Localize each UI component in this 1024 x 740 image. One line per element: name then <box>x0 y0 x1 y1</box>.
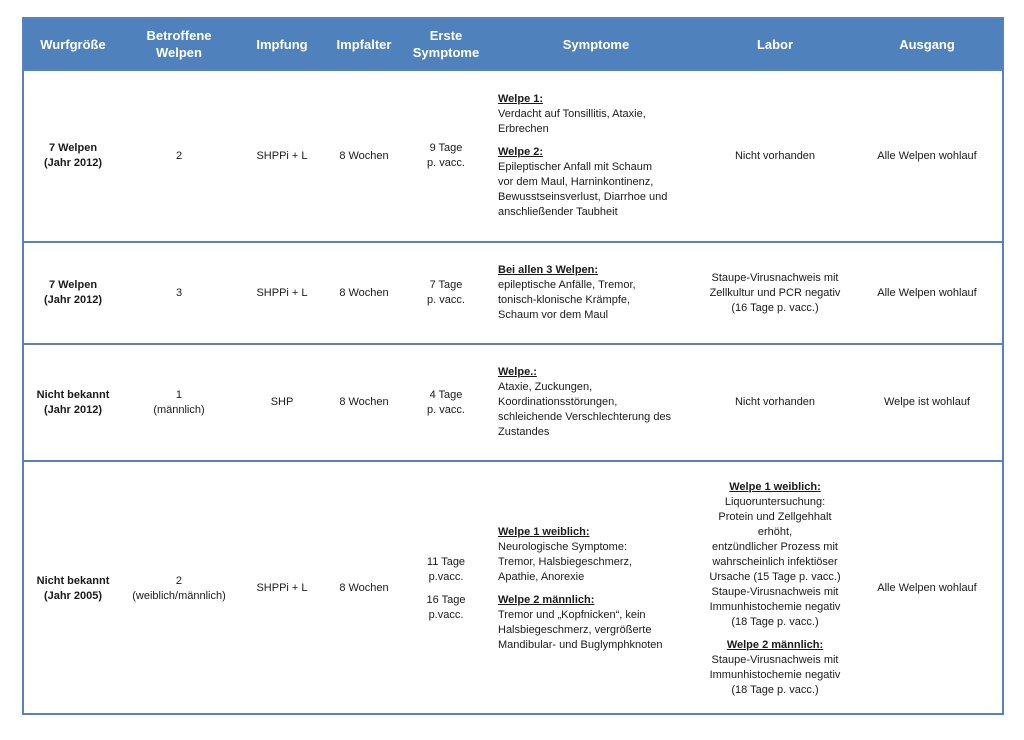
cell-text: p.vacc. <box>428 570 464 583</box>
cell-impfung <box>236 345 328 460</box>
group-line: entzündlicher Prozess mit <box>712 540 838 553</box>
cell-symptome <box>498 345 698 460</box>
header-symptome <box>492 19 700 69</box>
cell-text: 11 Tage <box>426 555 466 568</box>
cell-impfalter <box>328 462 400 715</box>
cell-text: p.vacc. <box>428 608 464 621</box>
group-line: Tremor, Halsbiegeschmerz, <box>498 555 633 568</box>
header-label: Ausgang <box>899 36 955 52</box>
group-line: Nicht vorhanden <box>734 149 816 162</box>
cell-text: (Jahr 2012) <box>43 403 103 416</box>
group-line: wahrscheinlich infektiöser <box>712 555 838 568</box>
table-row <box>24 69 1002 241</box>
group-gap <box>700 630 850 638</box>
header-label: Impfalter <box>336 36 392 52</box>
group-title: Welpe 2 männlich: <box>726 638 824 651</box>
cell-wurfgroesse <box>24 71 122 241</box>
cell-betroffene-welpen <box>122 71 236 241</box>
group-line: tonisch-klonische Krämpfe, <box>498 294 631 306</box>
cell-text <box>427 585 466 593</box>
header-impfung <box>236 19 328 69</box>
group-line: anschließender Taubheit <box>498 206 618 218</box>
table-row <box>24 241 1002 343</box>
group-line: Tremor und „Kopfnicken“, kein <box>498 608 646 621</box>
cell-erste-symptome <box>400 462 492 715</box>
cell-text: Nicht bekannt <box>36 388 110 401</box>
cell-text: 8 Wochen <box>339 149 389 162</box>
vaccination-table <box>22 17 1004 715</box>
cell-erste-symptome <box>400 71 492 241</box>
cell-ausgang <box>850 462 1004 715</box>
group-title: Welpe 2: <box>498 146 544 158</box>
cell-symptome <box>498 243 698 343</box>
cell-text: 8 Wochen <box>339 286 389 299</box>
group-line: Nicht vorhanden <box>734 396 816 408</box>
cell-text: p. vacc. <box>427 403 465 416</box>
cell-text: SHP <box>270 396 294 408</box>
group-line: Zustandes <box>498 426 550 438</box>
cell-erste-symptome <box>400 345 492 460</box>
cell-betroffene-welpen <box>122 462 236 715</box>
group-line: Schaum vor dem Maul <box>498 309 609 321</box>
group-title: Welpe 1 weiblich: <box>729 480 821 493</box>
cell-text: (weiblich/männlich) <box>132 589 226 602</box>
group-line: Liquoruntersuchung: <box>724 495 826 508</box>
group-title: Bei allen 3 Welpen: <box>498 264 599 276</box>
group-gap <box>498 585 663 593</box>
group-line: epileptische Anfälle, Tremor, <box>498 279 636 291</box>
cell-text: SHPPi + L <box>256 149 308 162</box>
cell-text: Nicht bekannt <box>36 574 110 587</box>
header-betroffene-welpen <box>122 19 236 69</box>
group-line: (18 Tage p. vacc.) <box>731 683 819 696</box>
cell-text: 3 <box>175 286 183 299</box>
group-line: Bewusstseinsverlust, Diarrhoe und <box>498 191 668 203</box>
cell-labor <box>700 71 850 241</box>
group-line: Immunhistochemie negativ <box>709 668 841 681</box>
header-ausgang <box>850 19 1004 69</box>
header-label: Labor <box>756 36 794 52</box>
cell-text: Alle Welpen wohlauf <box>877 286 977 299</box>
table-header <box>24 19 1002 69</box>
header-label: Symptome <box>562 36 630 52</box>
cell-impfalter <box>328 71 400 241</box>
cell-labor <box>700 462 850 715</box>
cell-impfalter <box>328 243 400 343</box>
group-line: Protein und Zellgehhalt erhöht, <box>718 510 832 538</box>
cell-text: p. vacc. <box>427 294 465 306</box>
header-wurfgroesse <box>24 19 122 69</box>
cell-text: (männlich) <box>153 403 205 416</box>
group-line: Verdacht auf Tonsillitis, Ataxie, <box>498 108 646 120</box>
group-line: Staupe-Virusnachweis mit <box>711 653 839 666</box>
cell-text: 1 <box>175 388 183 401</box>
group-line: Koordinationsstörungen, <box>498 396 618 408</box>
cell-text: Welpe ist wohlauf <box>883 396 970 408</box>
cell-text: 2 <box>175 574 183 587</box>
cell-betroffene-welpen <box>122 243 236 343</box>
cell-text: Alle Welpen wohlauf <box>877 149 977 162</box>
header-erste-symptome <box>400 19 492 69</box>
group-line: Ataxie, Zuckungen, <box>498 381 593 393</box>
cell-impfung <box>236 243 328 343</box>
group-line: Staupe-Virusnachweis mit <box>711 585 839 598</box>
cell-symptome <box>498 71 698 241</box>
group-gap <box>498 137 667 145</box>
table-row <box>24 460 1002 715</box>
cell-text: 7 Welpen <box>48 142 98 154</box>
cell-wurfgroesse <box>24 462 122 715</box>
group-title: Welpe 2 männlich: <box>498 593 595 606</box>
group-line: (18 Tage p. vacc.) <box>731 615 819 628</box>
cell-impfung <box>236 71 328 241</box>
cell-text: (Jahr 2005) <box>43 589 103 602</box>
group-line: Immunhistochemie negativ <box>709 600 841 613</box>
cell-erste-symptome <box>400 243 492 343</box>
group-line: Staupe-Virusnachweis mit <box>711 271 839 284</box>
cell-wurfgroesse <box>24 243 122 343</box>
header-label: Welpen <box>155 45 202 60</box>
cell-text: 16 Tage <box>426 593 466 606</box>
cell-ausgang <box>850 243 1004 343</box>
cell-impfung <box>236 462 328 715</box>
group-line: Mandibular- und Buglymphknoten <box>498 638 663 651</box>
cell-text: Alle Welpen wohlauf <box>877 582 977 594</box>
header-impfalter <box>328 19 400 69</box>
group-line: Neurologische Symptome: <box>498 540 628 553</box>
group-line: Halsbiegeschmerz, vergrößerte <box>498 623 652 636</box>
group-line: vor dem Maul, Harninkontinenz, <box>498 176 654 188</box>
group-line: schleichende Verschlechterung des <box>498 411 672 423</box>
cell-text: (Jahr 2012) <box>43 157 103 169</box>
cell-text: 2 <box>175 149 183 162</box>
table-row <box>24 343 1002 460</box>
header-label: Betroffene <box>146 28 212 43</box>
header-label: Symptome <box>412 45 480 60</box>
cell-text: SHPPi + L <box>256 582 308 594</box>
group-title: Welpe 1 weiblich: <box>498 525 590 538</box>
cell-text: 7 Tage <box>429 279 463 291</box>
cell-ausgang <box>850 71 1004 241</box>
group-line: Apathie, Anorexie <box>498 570 585 583</box>
cell-text: 7 Welpen <box>48 279 98 291</box>
group-line: Zellkultur und PCR negativ <box>709 286 841 299</box>
header-label: Erste <box>429 28 463 43</box>
cell-impfalter <box>328 345 400 460</box>
header-label: Wurfgröße <box>40 36 106 52</box>
cell-ausgang <box>850 345 1004 460</box>
cell-text: 8 Wochen <box>339 582 389 594</box>
cell-text: SHPPi + L <box>256 286 308 299</box>
group-title: Welpe.: <box>498 366 537 378</box>
group-title: Welpe 1: <box>498 93 544 105</box>
cell-text: 9 Tage <box>429 142 463 154</box>
cell-text: 8 Wochen <box>339 396 389 408</box>
header-label: Impfung <box>256 36 308 52</box>
cell-symptome <box>498 462 698 715</box>
cell-text: (Jahr 2012) <box>43 294 103 306</box>
cell-text: p. vacc. <box>427 157 465 169</box>
cell-labor <box>700 243 850 343</box>
group-line: Erbrechen <box>498 123 549 135</box>
cell-wurfgroesse <box>24 345 122 460</box>
cell-betroffene-welpen <box>122 345 236 460</box>
group-line: Ursache (15 Tage p. vacc.) <box>709 570 841 583</box>
group-line: (16 Tage p. vacc.) <box>731 301 819 314</box>
header-labor <box>700 19 850 69</box>
cell-text: 4 Tage <box>429 388 463 401</box>
cell-labor <box>700 345 850 460</box>
group-line: Epileptischer Anfall mit Schaum <box>498 161 653 173</box>
